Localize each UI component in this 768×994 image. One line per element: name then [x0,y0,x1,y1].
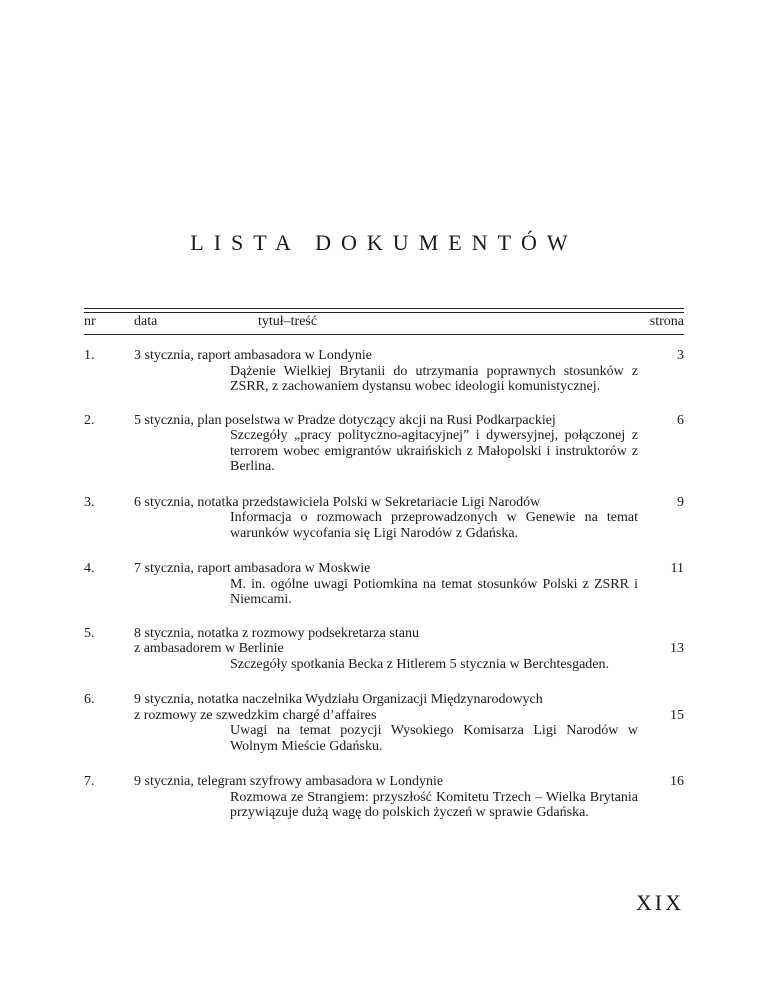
page-number: XIX [635,890,684,915]
list-item [84,561,684,608]
list-item [84,774,684,821]
entry-number: 6. [84,692,95,707]
entry-page: 13 [670,641,684,656]
entry-description: Rozmowa ze Strangiem: przyszłość Komitetu Trzech – Wielka Brytania przywiązuje dużą wagę do polskich życzeń w sprawie Gdańska. [230,789,638,820]
entry-description: M. in. ogólne uwagi Potiomkina na temat stosunków Polski z ZSRR i Niemcami. [230,576,638,607]
entry-heading [134,774,684,790]
entry-heading-line: z ambasadorem w Berlinie [134,641,284,656]
entry-heading-line: 9 stycznia, telegram szyfrowy ambasadora w Londynie [134,774,444,789]
entry-heading-line: 8 stycznia, notatka z rozmowy podsekretarza stanu [134,625,419,641]
list-item [84,413,684,475]
entry-page: 11 [670,561,684,576]
entry-number: 5. [84,625,95,641]
column-header-nr: nr [84,314,96,329]
entry-heading [134,348,684,364]
header-rule-top [84,308,684,309]
entry-number: 2. [84,412,95,428]
entry-heading [134,626,684,657]
entry-description: Uwagi na temat pozycji Wysokiego Komisarza Ligi Narodów w Wolnym Mieście Gdańsku. [230,723,638,754]
list-item [84,626,684,673]
entry-heading-line: 9 stycznia, notatka naczelnika Wydziału Organizacji Międzynarodowych [134,692,543,707]
entry-description: Szczegóły „pracy polityczno-agitacyjnej” i dywersyjnej, połączonej z terrorem wobec emigrantów ukraińskich z Małopolski i instruktorów z Berlina. [230,428,638,474]
entry-description: Szczegóły spotkania Becka z Hitlerem 5 stycznia w Berchtesgaden. [230,656,610,672]
entry-number: 4. [84,561,95,576]
entry-description: Informacja o rozmowach przeprowadzonych w Genewie na temat warunków wycofania się Ligi Narodów z Gdańska. [230,510,638,541]
entry-page: 9 [677,494,684,510]
entry-number: 7. [84,774,95,789]
document-list [84,348,684,821]
entry-page: 16 [670,774,684,789]
column-header-data: data [134,314,158,329]
list-item [84,495,684,542]
entry-heading [134,561,684,577]
entry-description: Dążenie Wielkiej Brytanii do utrzymania poprawnych stosunków z ZSRR, z zachowaniem dystansu wobec ideologii komunistycznej. [230,363,638,394]
entry-heading-line: 3 stycznia, raport ambasadora w Londynie [134,348,372,363]
entry-number: 3. [84,494,95,510]
column-header-strona: strona [649,314,684,329]
entry-heading [134,692,684,723]
column-header-tytul: tytuł–treść [258,314,318,329]
entry-heading-line: 6 stycznia, notatka przedstawiciela Polski w Sekretariacie Ligi Narodów [134,494,541,510]
header-rule-top-inner [84,312,684,313]
entry-heading-line: z rozmowy ze szwedzkim chargé d’affaires [134,707,377,723]
entry-page: 15 [670,707,684,723]
page-title: LISTA DOKUMENTÓW [190,230,578,255]
entry-number: 1. [84,348,95,363]
list-item [84,348,684,395]
entry-heading [134,495,684,511]
header-rule-bottom [84,334,684,335]
entry-heading-line: 7 stycznia, raport ambasadora w Moskwie [134,561,371,576]
entry-page: 6 [677,412,684,428]
list-item [84,692,684,754]
entry-heading-line: 5 stycznia, plan poselstwa w Pradze dotyczący akcji na Rusi Podkarpackiej [134,412,556,428]
entry-heading [134,413,684,429]
entry-page: 3 [677,348,684,363]
